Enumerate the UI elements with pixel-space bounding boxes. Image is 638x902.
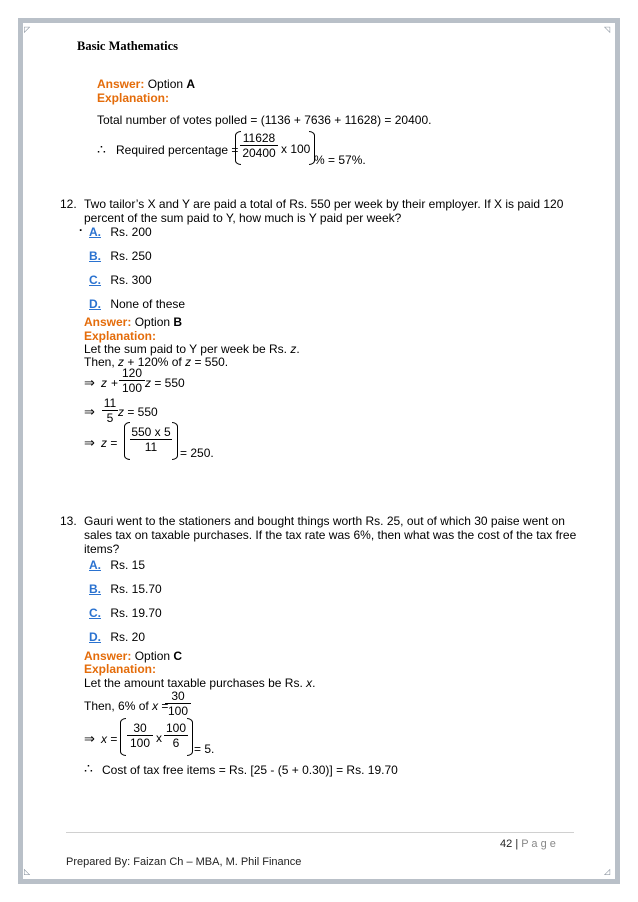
fraction-denominator: 5 [106, 411, 114, 425]
page-border-bottom [18, 879, 620, 884]
page-separator: | [515, 838, 519, 850]
q13-final-line: Cost of tax free items = Rs. [25 - (5 + 0.30)] = Rs. 19.70 [102, 763, 398, 777]
fraction-numerator: 11 [103, 396, 117, 410]
text: . [312, 676, 316, 690]
implies-symbol: ⇒ [84, 404, 95, 419]
corner-mark-top-right: ◹ [604, 25, 611, 34]
q12-question-line2: percent of the sum paid to Y, how much is Y paid per week? [84, 211, 402, 225]
q12-step2-fraction [102, 396, 118, 425]
q12-line2 [84, 355, 228, 369]
q11-times: x 100 [281, 142, 311, 156]
variable: x [306, 676, 313, 690]
text: = [110, 436, 118, 450]
page-number: 42 [500, 838, 513, 850]
implies-symbol: ⇒ [84, 731, 95, 746]
q13-option-a[interactable] [89, 558, 145, 572]
option-text: Rs. 19.70 [110, 606, 162, 620]
q13-option-b[interactable] [89, 582, 162, 596]
q13-option-d[interactable] [89, 630, 145, 644]
answer-text: Option [134, 315, 171, 329]
q13-step-rest: = 5. [194, 742, 215, 756]
corner-mark-bottom-left: ◺ [24, 867, 31, 876]
q13-step-lhs [101, 732, 117, 746]
paren-right [187, 718, 193, 756]
paren-right [172, 422, 178, 460]
fraction-denominator: 20400 [242, 146, 276, 160]
answer-label: Answer: [84, 315, 132, 329]
q13-line2-fraction [165, 689, 191, 718]
variable: z [101, 436, 107, 450]
answer-option: A [186, 77, 196, 91]
prepared-by: Prepared By: Faizan Ch – MBA, M. Phil Finance [66, 856, 302, 868]
page-border-right [615, 18, 620, 884]
fraction-numerator: 120 [119, 366, 145, 381]
therefore-symbol: ∴ [97, 141, 106, 157]
option-text: Rs. 300 [110, 273, 152, 287]
q13-question-line2: sales tax on taxable purchases. If the tax rate was 6%, then what was the cost of the tax free [84, 528, 577, 542]
q13-question-line1: Gauri went to the stationers and bought things worth Rs. 25, out of which 30 paise went on [84, 514, 565, 528]
text: Let the sum paid to Y per week be Rs. [84, 342, 288, 356]
times: x [156, 731, 162, 745]
option-text: None of these [110, 297, 186, 311]
option-letter[interactable]: D. [89, 630, 101, 644]
fraction-numerator: 30 [127, 721, 153, 736]
answer-label: Answer: [97, 77, 145, 91]
fraction-denominator: 6 [172, 736, 180, 750]
option-text: Rs. 15.70 [110, 582, 162, 596]
variable: z [145, 376, 151, 390]
q13-option-c[interactable] [89, 606, 162, 620]
fraction-numerator: 11628 [240, 131, 278, 146]
variable: z [118, 405, 124, 419]
q11-explanation-label: Explanation: [97, 91, 170, 105]
header-title: Basic Mathematics [77, 39, 179, 53]
q12-answer-line [84, 315, 182, 329]
q13-number: 13. [60, 514, 77, 528]
q12-step3-lhs [101, 436, 117, 450]
corner-mark-bottom-right: ◿ [604, 867, 611, 876]
option-letter[interactable]: C. [89, 273, 101, 287]
therefore-symbol: ∴ [84, 760, 93, 776]
option-letter[interactable]: B. [89, 249, 101, 263]
text: Then, [84, 355, 115, 369]
q12-option-b[interactable] [89, 249, 152, 263]
text: = [110, 732, 118, 746]
text: = 550. [194, 355, 229, 369]
fraction-numerator: 30 [165, 689, 191, 704]
q13-fraction-2 [164, 721, 188, 750]
page-border-top [18, 18, 620, 23]
text: = 550 [154, 376, 185, 390]
q13-fraction-1 [127, 721, 153, 750]
option-text: Rs. 250 [110, 249, 152, 263]
text: = 550 [127, 405, 158, 419]
text: + 120% of [127, 355, 182, 369]
option-letter[interactable]: A. [89, 558, 101, 572]
q11-line2-suffix: % = 57%. [314, 153, 366, 167]
q11-answer-line [97, 77, 195, 91]
option-letter[interactable]: B. [89, 582, 101, 596]
fraction-numerator: 100 [165, 721, 187, 735]
q12-step3-fraction [130, 425, 172, 454]
variable: x [152, 699, 159, 713]
answer-label: Answer: [84, 649, 132, 663]
option-letter[interactable]: D. [89, 297, 101, 311]
bullet: · [79, 223, 83, 237]
corner-mark-top-left: ◸ [24, 25, 31, 34]
q12-step2-rest [118, 405, 158, 419]
text: . [296, 342, 300, 356]
option-text: Rs. 15 [110, 558, 146, 572]
answer-option: B [173, 315, 183, 329]
q12-step3-rest: = 250. [180, 446, 214, 460]
q11-line2-prefix: Required percentage = [116, 143, 239, 157]
implies-symbol: ⇒ [84, 375, 95, 390]
fraction-denominator: 100 [129, 736, 151, 750]
option-letter[interactable]: C. [89, 606, 101, 620]
q12-option-c[interactable] [89, 273, 152, 287]
variable: z [118, 355, 125, 369]
variable: z [290, 342, 297, 356]
text: = [161, 699, 169, 713]
q12-option-a[interactable] [89, 225, 152, 239]
option-text: Rs. 200 [110, 225, 152, 239]
q12-option-d[interactable] [89, 297, 185, 311]
option-text: Rs. 20 [110, 630, 146, 644]
q13-line2 [84, 699, 168, 713]
q13-answer-line [84, 649, 182, 663]
implies-symbol: ⇒ [84, 435, 95, 450]
q13-explanation-label: Explanation: [84, 662, 157, 676]
variable: z [101, 376, 107, 390]
q12-step1-fraction [119, 366, 145, 395]
q11-line1: Total number of votes polled = (1136 + 7636 + 11628) = 20400. [97, 113, 432, 127]
q12-explanation-label: Explanation: [84, 329, 157, 343]
fraction-denominator: 100 [121, 381, 143, 395]
answer-text: Option [134, 649, 171, 663]
text: Let the amount taxable purchases be Rs. [84, 676, 303, 690]
page-number-block [500, 838, 556, 850]
q12-line1 [84, 342, 300, 356]
paren-left [120, 718, 126, 756]
q13-line1 [84, 676, 316, 690]
variable: z [185, 355, 192, 369]
q12-number: 12. [60, 197, 77, 211]
page-word: P a g e [521, 838, 556, 850]
fraction-denominator: 11 [144, 440, 158, 454]
variable: x [101, 732, 107, 746]
q12-question-line1: Two tailor’s X and Y are paid a total of Rs. 550 per week by their employer. If X is paid 120 [84, 197, 564, 211]
answer-option: C [173, 649, 183, 663]
answer-text: Option [147, 77, 184, 91]
q13-question-line3: items? [84, 542, 120, 556]
page-border-left [18, 18, 23, 884]
footer-rule [66, 832, 574, 833]
fraction-denominator: 100 [167, 704, 189, 718]
q12-step1-rest [145, 376, 185, 390]
plus: + [111, 376, 119, 390]
text: Then, 6% of [84, 699, 149, 713]
fraction-numerator: 550 x 5 [131, 425, 171, 439]
q11-fraction [240, 131, 278, 160]
option-letter[interactable]: A. [89, 225, 101, 239]
